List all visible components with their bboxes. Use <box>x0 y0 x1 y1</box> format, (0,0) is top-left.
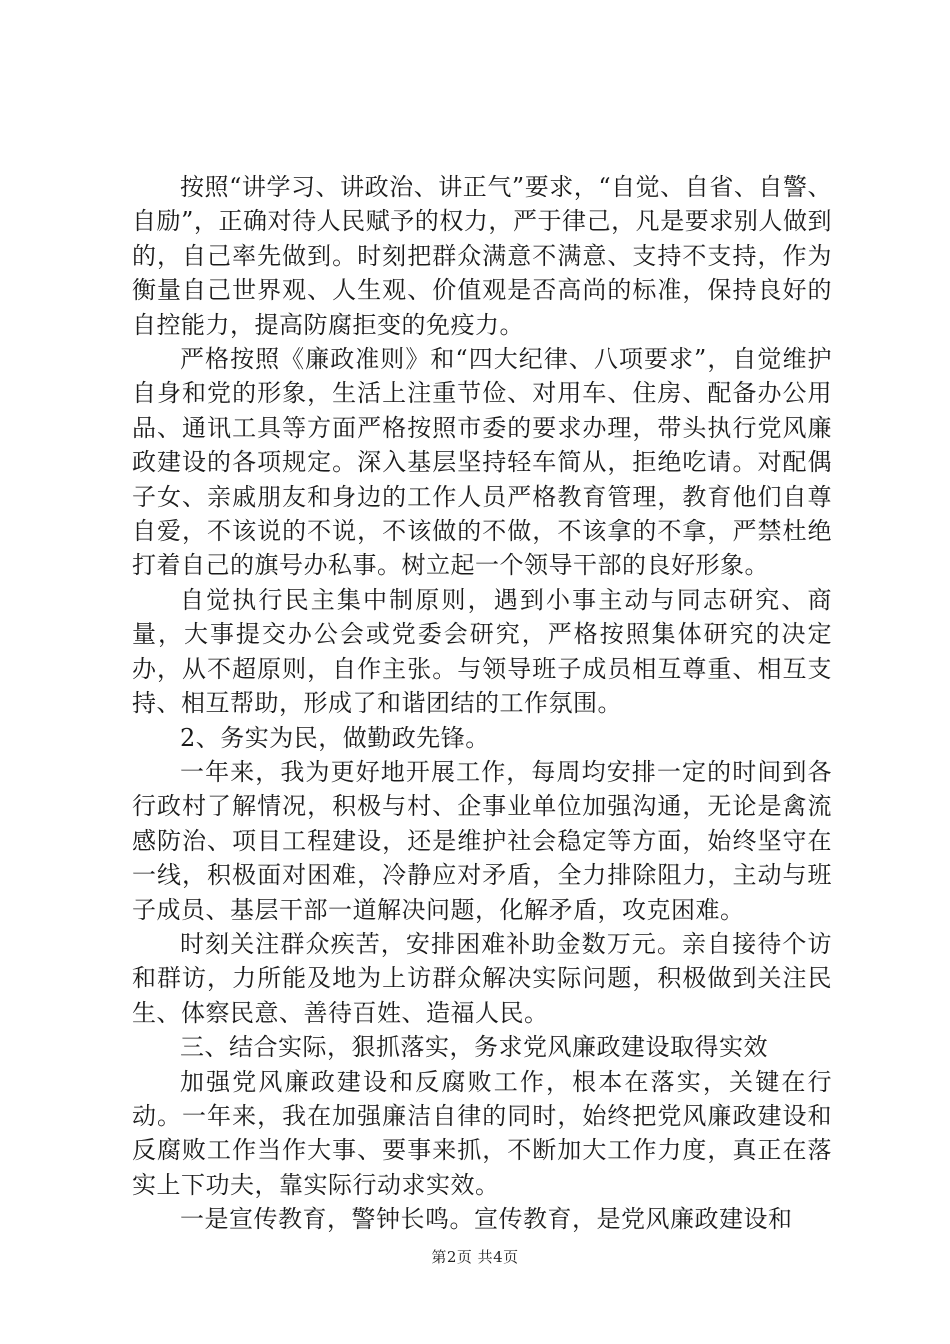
section-heading-pragmatic: 2、务实为民，做勤政先锋。 <box>180 723 490 752</box>
paragraph-anti-corruption: 加强党风廉政建设和反腐败工作，根本在落实，关键在行动。一年来，我在加强廉洁自律的同时，始终把党风廉政建设和反腐败工作当作大事、要事来抓，不断加大工作力度，真正在落实上下功夫，靠实际行动求实效。 <box>132 1067 832 1199</box>
paragraph-public-concern: 时刻关注群众疾苦，安排困难补助金数万元。亲自接待个访和群访，力所能及地为上访群众解决实际问题，积极做到关注民生、体察民意、善待百姓、造福人民。 <box>132 929 832 1027</box>
paragraph-work-year: 一年来，我为更好地开展工作，每周均安排一定的时间到各行政村了解情况，积极与村、企事业单位加强沟通，无论是禽流感防治、项目工程建设，还是维护社会稳定等方面，始终坚守在一线，积极面对困难，冷静应对矛盾，全力排除阻力，主动与班子成员、基层干部一道解决问题，化解矛盾，攻克困难。 <box>132 757 832 924</box>
paragraph-education: 一是宣传教育，警钟长鸣。宣传教育，是党风廉政建设和 <box>180 1205 793 1234</box>
paragraph-democratic-centralism: 自觉执行民主集中制原则，遇到小事主动与同志研究、商量，大事提交办公会或党委会研究，严格按照集体研究的决定办，从不超原则，自作主张。与领导班子成员相互尊重、相互支持、相互帮助，形成了和谐团结的工作氛围。 <box>132 585 832 718</box>
page-number-footer: 第2页 共4页 <box>431 1248 519 1266</box>
paragraph-self-discipline: 按照“讲学习、讲政治、讲正气”要求，“自觉、自省、自警、自励”，正确对待人民赋予的权力，严于律己，凡是要求别人做到的，自己率先做到。时刻把群众满意不满意、支持不支持，作为衡量自己世界观、人生观、价值观是否高尚的标准，保持良好的自控能力，提高防腐拒变的免疫力。 <box>132 173 832 339</box>
section-heading-implementation: 三、结合实际，狠抓落实，务求党风廉政建设取得实效 <box>180 1033 768 1062</box>
paragraph-integrity-rules: 严格按照《廉政准则》和“四大纪律、八项要求”，自觉维护自身和党的形象，生活上注重节俭、对用车、住房、配备办公用品、通讯工具等方面严格按照市委的要求办理，带头执行党风廉政建设的各项规定。深入基层坚持轻车简从，拒绝吃请。对配偶子女、亲戚朋友和身边的工作人员严格教育管理，教育他们自尊自爱，不该说的不说，不该做的不做，不该拿的不拿，严禁杜绝打着自己的旗号办私事。树立起一个领导干部的良好形象。 <box>132 345 832 580</box>
document-body <box>132 170 832 1237</box>
